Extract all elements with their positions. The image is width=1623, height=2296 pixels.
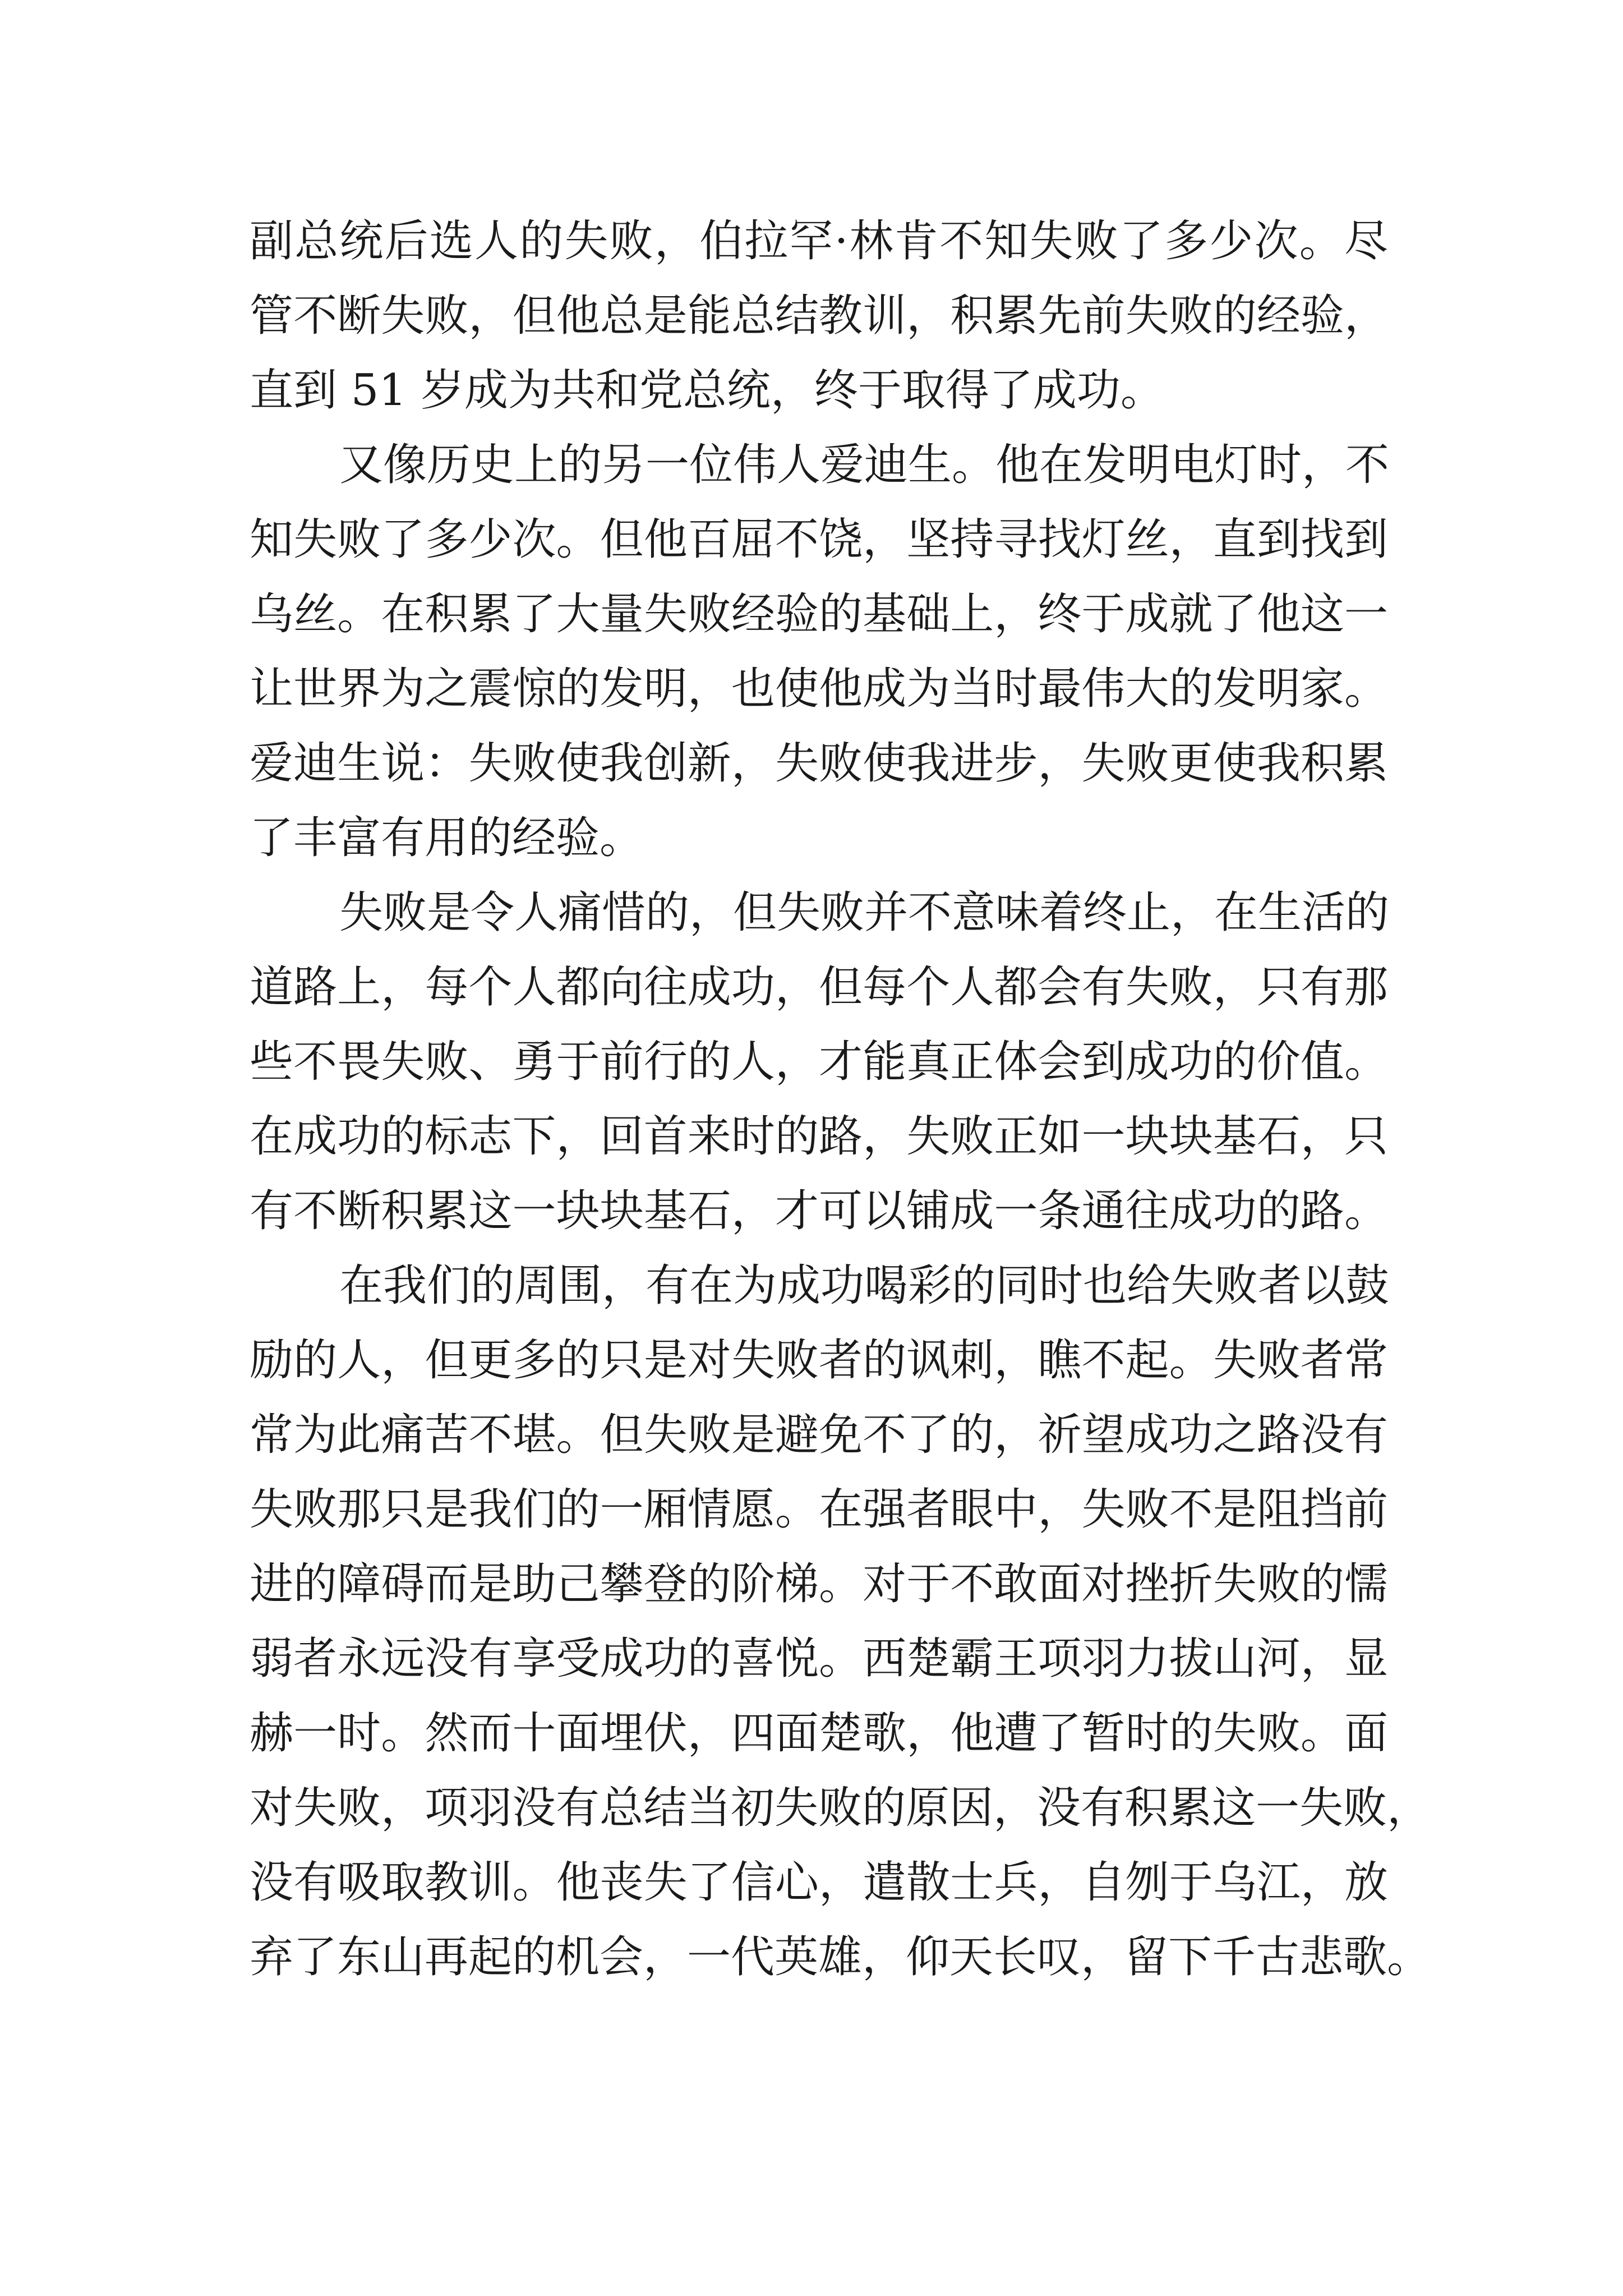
text-line: 失败那只是我们的一厢情愿。在强者眼中，失败不是阻挡前 <box>250 1484 1388 1535</box>
text-line: 直到 51 岁成为共和党总统，终于取得了成功。 <box>250 365 1164 416</box>
text-line: 弱者永远没有享受成功的喜悦。西楚霸王项羽力拔山河，显 <box>250 1634 1388 1684</box>
text-line: 知失败了多少次。但他百屈不饶，坚持寻找灯丝，直到找到 <box>250 514 1388 565</box>
text-line: 赫一时。然而十面埋伏，四面楚歌，他遭了暂时的失败。面 <box>250 1708 1388 1759</box>
paragraph-first-line: 又像历史上的另一位伟人爱迪生。他在发明电灯时，不 <box>339 440 1390 490</box>
text-line: 有不断积累这一块块基石，才可以铺成一条通往成功的路。 <box>250 1186 1388 1236</box>
text-line: 了丰富有用的经验。 <box>250 813 644 863</box>
paragraph-first-line: 失败是令人痛惜的，但失败并不意味着终止，在生活的 <box>339 887 1390 938</box>
text-line: 弃了东山再起的机会，一代英雄，仰天长叹，留下千古悲歌。 <box>250 1932 1431 1982</box>
text-line: 道路上，每个人都向往成功，但每个人都会有失败，只有那 <box>250 962 1388 1013</box>
text-line: 爱迪生说：失败使我创新，失败使我进步，失败更使我积累 <box>250 738 1388 789</box>
text-line: 些不畏失败、勇于前行的人，才能真正体会到成功的价值。 <box>250 1037 1388 1087</box>
text-line: 进的障碍而是助己攀登的阶梯。对于不敢面对挫折失败的懦 <box>250 1559 1388 1609</box>
text-line: 常为此痛苦不堪。但失败是避免不了的，祈望成功之路没有 <box>250 1410 1388 1460</box>
text-line: 管不断失败，但他总是能总结教训，积累先前失败的经验， <box>250 291 1388 341</box>
text-line: 副总统后选人的失败，伯拉罕·林肯不知失败了多少次。尽 <box>250 216 1388 266</box>
text-line: 对失败，项羽没有总结当初失败的原因，没有积累这一失败， <box>250 1783 1431 1833</box>
text-line: 没有吸取教训。他丧失了信心，遣散士兵，自刎于乌江，放 <box>250 1857 1388 1908</box>
text-line: 乌丝。在积累了大量失败经验的基础上，终于成就了他这一 <box>250 589 1388 639</box>
paragraph-first-line: 在我们的周围，有在为成功喝彩的同时也给失败者以鼓 <box>339 1260 1390 1311</box>
text-line: 让世界为之震惊的发明，也使他成为当时最伟大的发明家。 <box>250 664 1388 714</box>
text-line: 励的人，但更多的只是对失败者的讽刺，瞧不起。失败者常 <box>250 1335 1388 1386</box>
text-line: 在成功的标志下，回首来时的路，失败正如一块块基石，只 <box>250 1111 1388 1162</box>
